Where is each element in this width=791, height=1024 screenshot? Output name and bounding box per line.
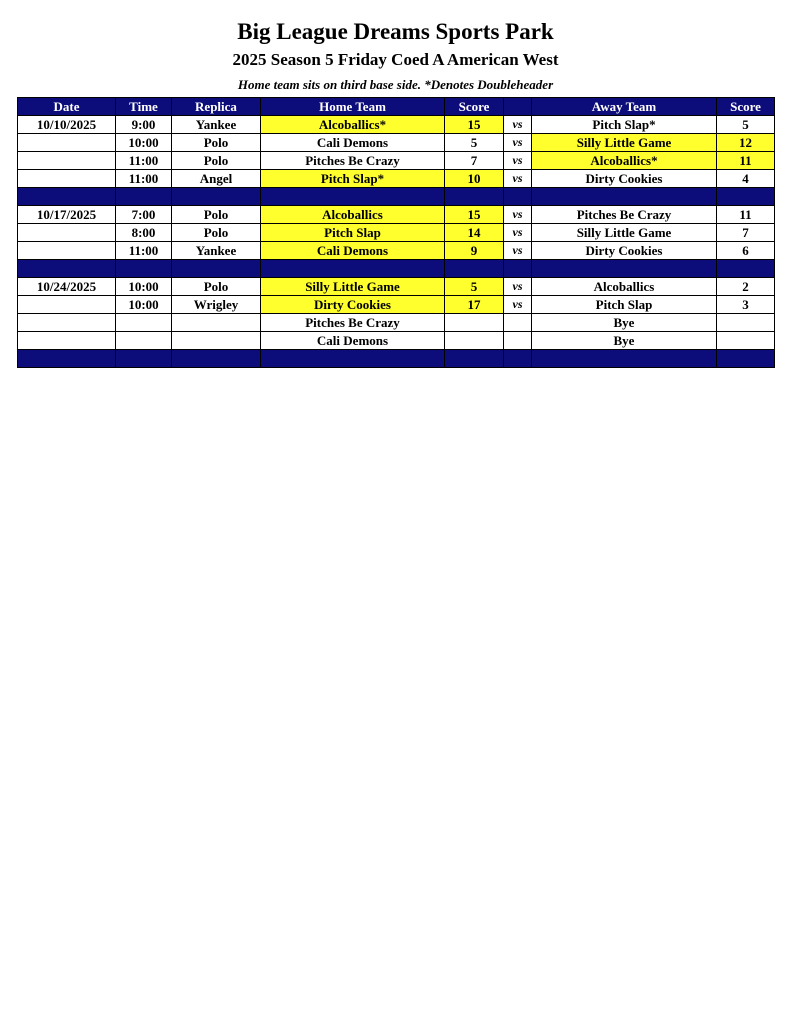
table-row	[18, 152, 775, 170]
game-replica	[172, 314, 261, 332]
separator-cell	[116, 350, 172, 368]
col-header-vs	[504, 98, 532, 116]
vs-label: vs	[504, 170, 532, 188]
vs-label: vs	[504, 278, 532, 296]
game-date	[18, 242, 116, 260]
home-score: 5	[445, 134, 504, 152]
game-time: 8:00	[116, 224, 172, 242]
separator-cell	[445, 350, 504, 368]
game-time: 10:00	[116, 134, 172, 152]
home-team: Pitch Slap*	[261, 170, 445, 188]
game-replica: Wrigley	[172, 296, 261, 314]
home-score: 5	[445, 278, 504, 296]
game-replica: Polo	[172, 206, 261, 224]
game-time: 10:00	[116, 296, 172, 314]
home-team: Cali Demons	[261, 332, 445, 350]
page-note: Home team sits on third base side. *Denotes Doubleheader	[237, 77, 554, 92]
header-row	[18, 98, 775, 116]
away-team: Bye	[532, 314, 717, 332]
home-score: 15	[445, 116, 504, 134]
game-time	[116, 332, 172, 350]
separator-cell	[18, 188, 116, 206]
separator-cell	[532, 260, 717, 278]
game-replica: Yankee	[172, 242, 261, 260]
game-replica: Polo	[172, 278, 261, 296]
separator-cell	[116, 260, 172, 278]
game-time: 9:00	[116, 116, 172, 134]
separator-cell	[717, 188, 775, 206]
home-team: Alcoballics*	[261, 116, 445, 134]
home-team: Pitches Be Crazy	[261, 314, 445, 332]
page-subtitle: 2025 Season 5 Friday Coed A American West	[232, 50, 559, 69]
home-score	[445, 314, 504, 332]
separator-cell	[717, 260, 775, 278]
separator-cell	[172, 188, 261, 206]
game-date: 10/17/2025	[18, 206, 116, 224]
away-score: 4	[717, 170, 775, 188]
table-row	[18, 224, 775, 242]
vs-label: vs	[504, 296, 532, 314]
away-score	[717, 314, 775, 332]
col-header-away-team: Away Team	[532, 98, 717, 116]
home-team: Dirty Cookies	[261, 296, 445, 314]
home-team: Pitches Be Crazy	[261, 152, 445, 170]
game-replica: Angel	[172, 170, 261, 188]
game-date	[18, 224, 116, 242]
home-score: 10	[445, 170, 504, 188]
separator-cell	[504, 188, 532, 206]
away-score: 11	[717, 206, 775, 224]
week-separator-row	[18, 188, 775, 206]
game-date	[18, 314, 116, 332]
separator-cell	[172, 260, 261, 278]
home-score: 15	[445, 206, 504, 224]
vs-label: vs	[504, 224, 532, 242]
vs-label	[504, 332, 532, 350]
home-score: 14	[445, 224, 504, 242]
away-score: 12	[717, 134, 775, 152]
home-team: Cali Demons	[261, 242, 445, 260]
table-row	[18, 206, 775, 224]
away-score: 7	[717, 224, 775, 242]
separator-cell	[532, 350, 717, 368]
home-team: Silly Little Game	[261, 278, 445, 296]
home-team: Alcoballics	[261, 206, 445, 224]
table-row	[18, 242, 775, 260]
game-time: 11:00	[116, 152, 172, 170]
game-replica: Polo	[172, 134, 261, 152]
week-separator-row	[18, 260, 775, 278]
away-score: 3	[717, 296, 775, 314]
home-team: Cali Demons	[261, 134, 445, 152]
table-row	[18, 314, 775, 332]
away-score: 2	[717, 278, 775, 296]
game-replica	[172, 332, 261, 350]
col-header-replica: Replica	[172, 98, 261, 116]
game-replica: Polo	[172, 224, 261, 242]
separator-cell	[504, 260, 532, 278]
home-team: Pitch Slap	[261, 224, 445, 242]
separator-cell	[172, 350, 261, 368]
home-score: 17	[445, 296, 504, 314]
separator-cell	[18, 350, 116, 368]
separator-cell	[445, 188, 504, 206]
home-score: 9	[445, 242, 504, 260]
away-team: Pitches Be Crazy	[532, 206, 717, 224]
week-separator-row	[18, 350, 775, 368]
game-replica: Yankee	[172, 116, 261, 134]
away-team: Bye	[532, 332, 717, 350]
vs-label: vs	[504, 152, 532, 170]
away-team: Pitch Slap	[532, 296, 717, 314]
col-header-home-team: Home Team	[261, 98, 445, 116]
home-score: 7	[445, 152, 504, 170]
col-header-home-score: Score	[445, 98, 504, 116]
away-team: Silly Little Game	[532, 224, 717, 242]
away-team: Dirty Cookies	[532, 170, 717, 188]
separator-cell	[261, 188, 445, 206]
game-time: 11:00	[116, 242, 172, 260]
game-time: 10:00	[116, 278, 172, 296]
game-date	[18, 170, 116, 188]
schedule-table	[17, 97, 775, 368]
vs-label: vs	[504, 206, 532, 224]
away-team: Alcoballics*	[532, 152, 717, 170]
game-time: 11:00	[116, 170, 172, 188]
table-row	[18, 170, 775, 188]
vs-label	[504, 314, 532, 332]
game-date	[18, 332, 116, 350]
away-team: Silly Little Game	[532, 134, 717, 152]
game-date	[18, 152, 116, 170]
vs-label: vs	[504, 242, 532, 260]
game-replica: Polo	[172, 152, 261, 170]
away-team: Dirty Cookies	[532, 242, 717, 260]
col-header-away-score: Score	[717, 98, 775, 116]
table-row	[18, 296, 775, 314]
col-header-date: Date	[18, 98, 116, 116]
vs-label: vs	[504, 116, 532, 134]
vs-label: vs	[504, 134, 532, 152]
separator-cell	[261, 350, 445, 368]
game-date: 10/10/2025	[18, 116, 116, 134]
table-row	[18, 278, 775, 296]
separator-cell	[717, 350, 775, 368]
game-date: 10/24/2025	[18, 278, 116, 296]
separator-cell	[18, 260, 116, 278]
game-date	[18, 296, 116, 314]
game-date	[18, 134, 116, 152]
table-row	[18, 332, 775, 350]
game-time	[116, 314, 172, 332]
home-score	[445, 332, 504, 350]
col-header-time: Time	[116, 98, 172, 116]
separator-cell	[261, 260, 445, 278]
separator-cell	[532, 188, 717, 206]
away-score	[717, 332, 775, 350]
away-score: 6	[717, 242, 775, 260]
schedule-body	[18, 116, 775, 368]
away-team: Alcoballics	[532, 278, 717, 296]
away-score: 5	[717, 116, 775, 134]
table-row	[18, 134, 775, 152]
away-score: 11	[717, 152, 775, 170]
game-time: 7:00	[116, 206, 172, 224]
page-title: Big League Dreams Sports Park	[237, 19, 554, 44]
separator-cell	[116, 188, 172, 206]
separator-cell	[504, 350, 532, 368]
separator-cell	[445, 260, 504, 278]
away-team: Pitch Slap*	[532, 116, 717, 134]
table-row	[18, 116, 775, 134]
